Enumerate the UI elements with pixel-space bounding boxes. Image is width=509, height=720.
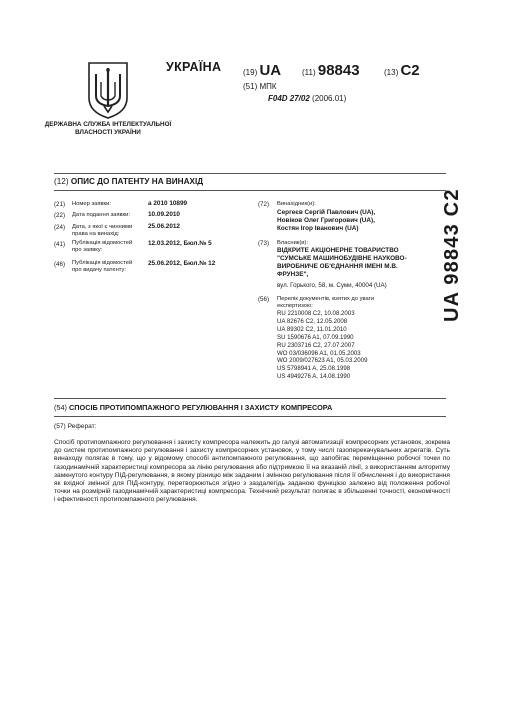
inid-41: (41) (54, 241, 66, 248)
ukraine-coat-of-arms-emblem (85, 60, 131, 120)
reference-item: WO 2009/027623 A1, 05.03.2009 (277, 357, 368, 365)
grant-publication: 25.06.2012, Бюл.№ 12 (148, 260, 216, 267)
mpk-label: МПК (259, 82, 277, 91)
inventors-list (277, 209, 375, 233)
inid-19: (19) UA (243, 62, 282, 79)
rights-date: 25.06.2012 (148, 223, 180, 230)
abstract-text: Спосіб протипомпажного регулювання і захисту компресора належить до галузі автоматизації компресорних установок, зокрема до систем протипомпажного регулювання і захисту компресорних установок, у тому числі газоперекачувальних агрегатів. Суть винаходу полягає в тому, що у відомому способі антипомпажного регулювання, що запобігає переміщенню робочої точки по газодинамічній характеристиці компресора за лінію регулювання або підтримкою її на вказаній лінії, з використанням алгоритму замкнутого контуру ПІД-регулювання, в якому різницю між заданим і змінною регулювання після її обчислення і до використання як вхідної змінної для ПІД-контуру, перетворюються згідно з заздалегідь заданою функцією залежно від положення робочої точки на розмірній газодинамічній характеристиці компресора. Технічний результат полягає в збільшенні точності, економічності і ефективності протипомпажного регулювання. (54, 439, 450, 504)
country-name: УКРАЇНА (166, 60, 222, 74)
reference-item: US 5798941 A, 25.08.1998 (277, 365, 351, 373)
inid-22: (22) (54, 212, 66, 219)
invention-title: (54) СПОСІБ ПРОТИПОМПАЖНОГО РЕГУЛЮВАННЯ І ЗАХИСТУ КОМПРЕСОРА (54, 403, 333, 412)
reference-item: UA 82676 C2, 12.05.2008 (277, 317, 348, 325)
document-title: (12) ОПИС ДО ПАТЕНТУ НА ВИНАХІД (54, 177, 204, 186)
application-publication-label: Публікація відомостей про заявку: (72, 240, 133, 253)
application-number-label: Номер заявки: (72, 201, 111, 207)
inid-72: (72) (258, 201, 270, 208)
application-number: a 2010 10899 (148, 200, 188, 207)
title-rule (54, 190, 446, 191)
reference-item: RU 2210008 C2, 10.08.2003 (277, 310, 355, 317)
reference-item: SU 1590676 A1, 07.09.1990 (277, 333, 354, 341)
references-label: Перелік документів, взятих до уваги експертизою: (277, 296, 375, 309)
section-54-bottom-rule (54, 416, 446, 417)
document-kind: C2 (400, 62, 420, 79)
agency-name: ДЕРЖАВНА СЛУЖБА ІНТЕЛЕКТУАЛЬНОЇ ВЛАСНОСТІ УКРАЇНИ (44, 121, 172, 137)
abstract-heading: (57) Реферат: (54, 423, 97, 430)
inid-51: (51) МПК (243, 82, 277, 91)
patent-number: 98843 (317, 62, 360, 79)
inid-56: (56) (258, 296, 270, 303)
owner-label: Власник(и): (277, 240, 309, 246)
section-54-top-rule (54, 398, 446, 399)
inventors-label: Винахідник(и): (277, 201, 316, 207)
references-list (277, 310, 367, 381)
filing-date: 10.09.2010 (148, 211, 180, 218)
grant-publication-label: Публікація відомостей про видачу патенту: (72, 260, 133, 273)
reference-item: US 4949276 A, 14.08.1990 (277, 373, 351, 381)
top-rule (54, 173, 446, 174)
reference-item: RU 2303716 C2, 27.07.2007 (277, 341, 355, 349)
reference-item: WO 03/036096 A1, 01.05.2003 (277, 349, 361, 357)
inventor-name: Сергеєв Сергій Павлович (UA), (277, 209, 376, 216)
side-patent-number: UA 98843 C2 (441, 188, 463, 322)
ipc-classification: F04D 27/02 (2006.01) (268, 94, 347, 103)
reference-item: UA 89302 C2, 11.01.2010 (277, 325, 347, 333)
inid-11: (11) 98843 (302, 62, 360, 79)
inid-46: (46) (54, 261, 66, 268)
application-publication: 12.03.2012, Бюл.№ 5 (148, 240, 212, 247)
inventor-name: Костян Ігор Іванович (UA) (277, 224, 359, 232)
filing-date-label: Дата подання заявки: (72, 212, 130, 218)
owner-address: вул. Горького, 58, м. Суми, 40004 (UA) (277, 282, 387, 289)
inid-24: (24) (54, 224, 66, 231)
rights-date-label: Дата, з якої є чинними права на винахід: (72, 224, 133, 237)
inventor-name: Новіков Олег Григорович (UA), (277, 216, 375, 224)
inid-13: (13) C2 (384, 62, 420, 79)
owner-name: ВІДКРИТЕ АКЦІОНЕРНЕ ТОВАРИСТВО "СУМСЬКЕ МАШИНОБУДІВНЕ НАУКОВО- ВИРОБНИЧЕ ОБ'ЄДНАННЯ ІМЕНІ М.В. ФРУНЗЕ", (277, 247, 407, 278)
inid-73: (73) (258, 240, 270, 247)
inid-21: (21) (54, 201, 66, 208)
country-code: UA (259, 62, 282, 79)
